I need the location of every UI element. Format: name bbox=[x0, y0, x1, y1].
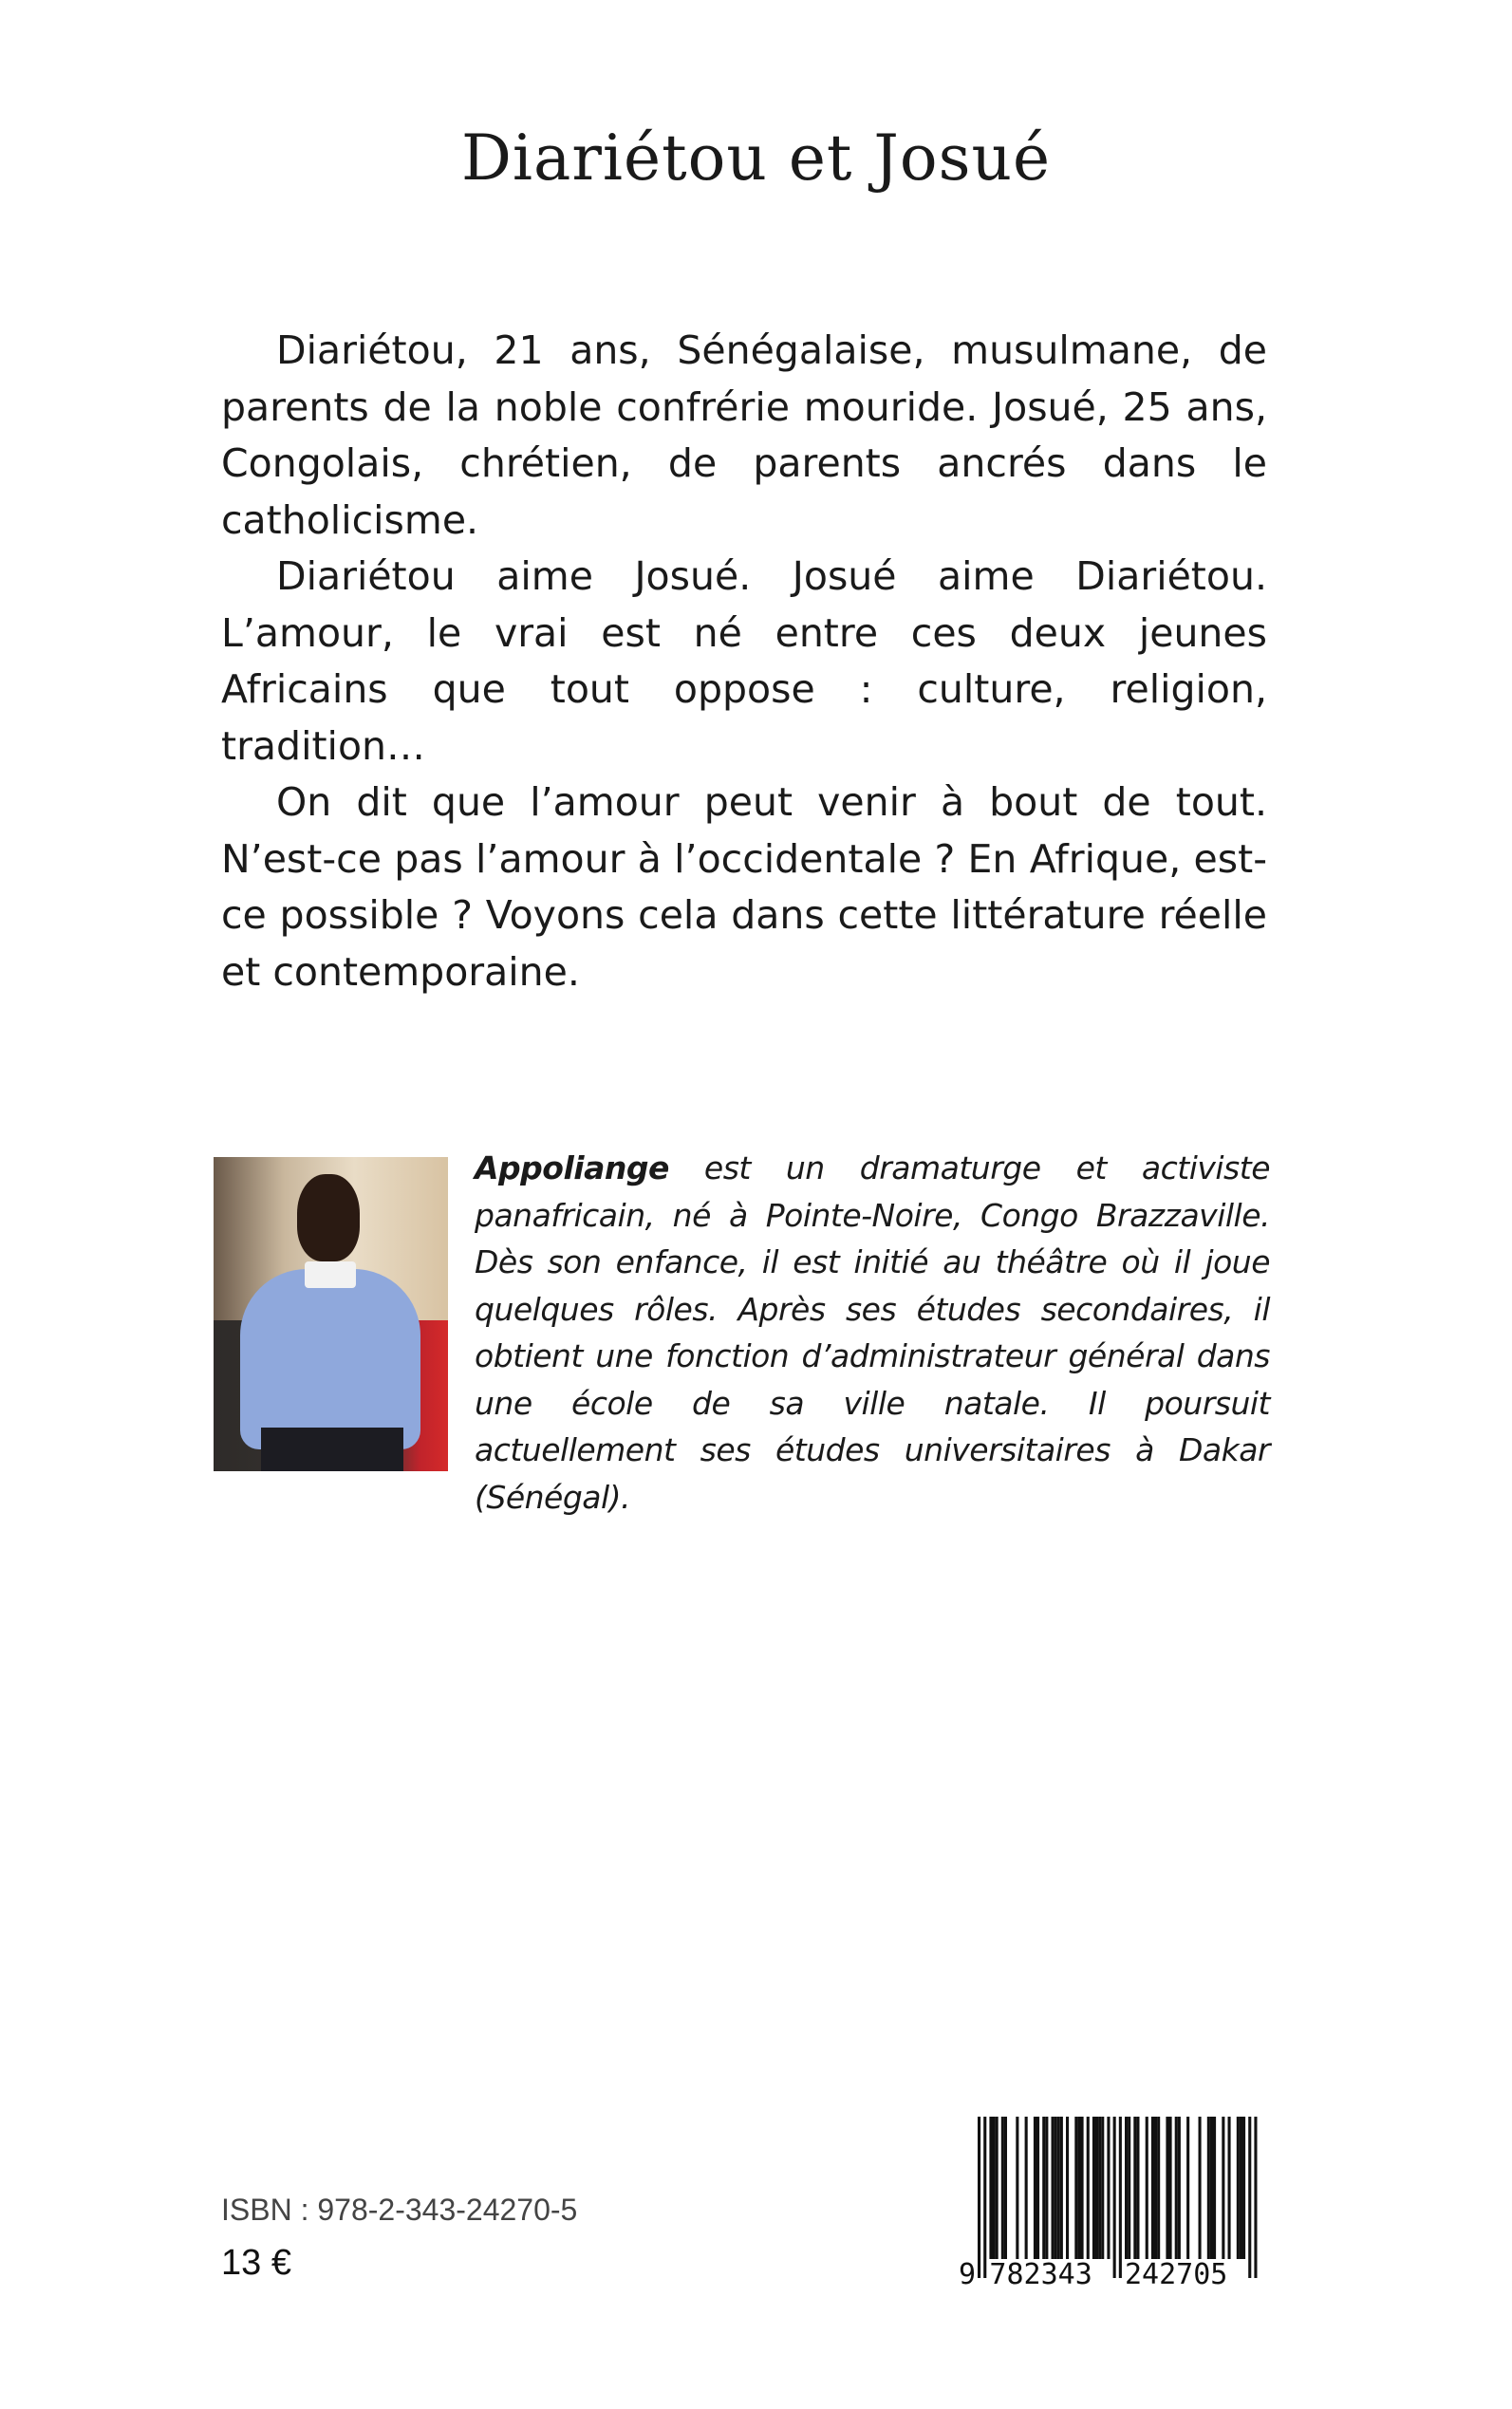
barcode-bar bbox=[1074, 2117, 1077, 2259]
barcode-bar bbox=[1248, 2117, 1251, 2278]
barcode-bar bbox=[1095, 2117, 1098, 2259]
isbn: ISBN : 978-2-343-24270-5 bbox=[221, 2193, 578, 2227]
barcode-bar bbox=[1066, 2117, 1069, 2259]
barcode-bar bbox=[1178, 2117, 1181, 2259]
barcode-bar bbox=[1125, 2117, 1128, 2259]
barcode-bar bbox=[978, 2117, 980, 2278]
barcode-bar bbox=[1136, 2117, 1139, 2259]
barcode-bar bbox=[1055, 2117, 1057, 2259]
barcode-bar bbox=[1166, 2117, 1168, 2259]
barcode-bar bbox=[1107, 2117, 1110, 2259]
barcode-bar bbox=[1128, 2117, 1130, 2259]
barcode-bar bbox=[1157, 2117, 1160, 2259]
barcode-digits: 242705 bbox=[1125, 2258, 1228, 2288]
barcode-bar bbox=[1169, 2117, 1172, 2259]
barcode-bar bbox=[1154, 2117, 1157, 2259]
barcode-bar bbox=[1077, 2117, 1080, 2259]
barcode-bar bbox=[1242, 2117, 1245, 2259]
barcode-bar bbox=[1045, 2117, 1048, 2259]
barcode-bar bbox=[993, 2117, 996, 2259]
barcode-bar bbox=[1113, 2117, 1116, 2278]
barcode-bar bbox=[1240, 2117, 1242, 2259]
barcode-bar bbox=[1060, 2117, 1063, 2259]
barcode-digits: 9 bbox=[959, 2258, 977, 2288]
barcode-bar bbox=[1228, 2117, 1231, 2259]
barcode-bar bbox=[1175, 2117, 1178, 2259]
barcode-bar bbox=[1004, 2117, 1007, 2259]
barcode-bar bbox=[1036, 2117, 1039, 2259]
barcode-bar bbox=[1092, 2117, 1095, 2259]
barcode-bar bbox=[1207, 2117, 1210, 2259]
barcode-bar bbox=[983, 2117, 986, 2278]
author-name: Appoliange bbox=[475, 1149, 669, 1186]
barcode-bar bbox=[1052, 2117, 1055, 2259]
back-cover-blurb bbox=[221, 323, 1267, 1000]
barcode-bar bbox=[1042, 2117, 1045, 2259]
barcode-bar bbox=[1210, 2117, 1213, 2259]
barcode bbox=[959, 2117, 1272, 2288]
barcode-bar bbox=[1081, 2117, 1084, 2259]
barcode-bar bbox=[1213, 2117, 1216, 2259]
barcode-bar bbox=[1098, 2117, 1101, 2259]
barcode-bar bbox=[1146, 2117, 1148, 2259]
price: 13 € bbox=[221, 2243, 291, 2283]
barcode-bar bbox=[1101, 2117, 1104, 2259]
blurb-paragraph: Diariétou aime Josué. Josué aime Diariétou. L’amour, le vrai est né entre ces deux jeunes Africains que tout oppose : culture, religion, tradition… bbox=[221, 553, 1267, 769]
barcode-bar bbox=[1133, 2117, 1136, 2259]
book-title: Diariétou et Josué bbox=[460, 121, 1052, 195]
barcode-bar bbox=[1254, 2117, 1257, 2278]
author-bio-text: est un dramaturge et activiste panafricain, né à Pointe-Noire, Congo Brazzaville. Dès son enfance, il est initié au théâtre où il joue quelques rôles. Après ses études secondaires, il obtient une fonction d’administrateur général dans une école de sa ville natale. Il poursuit actuellement ses études universitaires à Dakar (Sénégal). bbox=[475, 1149, 1270, 1516]
blurb-paragraph: Diariétou, 21 ans, Sénégalaise, musulmane, de parents de la noble confrérie mouride. Josué, 25 ans, Congolais, chrétien, de parents ancrés dans le catholicisme. bbox=[221, 327, 1267, 543]
barcode-bar bbox=[1151, 2117, 1154, 2259]
barcode-bar bbox=[1057, 2117, 1060, 2259]
barcode-bar bbox=[1199, 2117, 1202, 2259]
barcode-bar bbox=[1034, 2117, 1036, 2259]
barcode-bar bbox=[1025, 2117, 1028, 2259]
author-bio bbox=[475, 1145, 1270, 1521]
barcode-bar bbox=[1087, 2117, 1090, 2259]
barcode-bar bbox=[1222, 2117, 1224, 2259]
barcode-bar bbox=[1016, 2117, 1018, 2259]
author-photo bbox=[214, 1157, 448, 1471]
barcode-bar bbox=[1001, 2117, 1004, 2259]
barcode-bar bbox=[1119, 2117, 1122, 2278]
barcode-bar bbox=[996, 2117, 999, 2259]
barcode-bar bbox=[1186, 2117, 1189, 2259]
barcode-bar bbox=[1237, 2117, 1240, 2259]
blurb-paragraph: On dit que l’amour peut venir à bout de tout. N’est-ce pas l’amour à l’occidentale ? En Afrique, est-ce possible ? Voyons cela dans cette littérature réelle et contemporaine. bbox=[221, 779, 1267, 995]
barcode-digits: 782343 bbox=[989, 2258, 1092, 2288]
barcode-bar bbox=[989, 2117, 992, 2259]
